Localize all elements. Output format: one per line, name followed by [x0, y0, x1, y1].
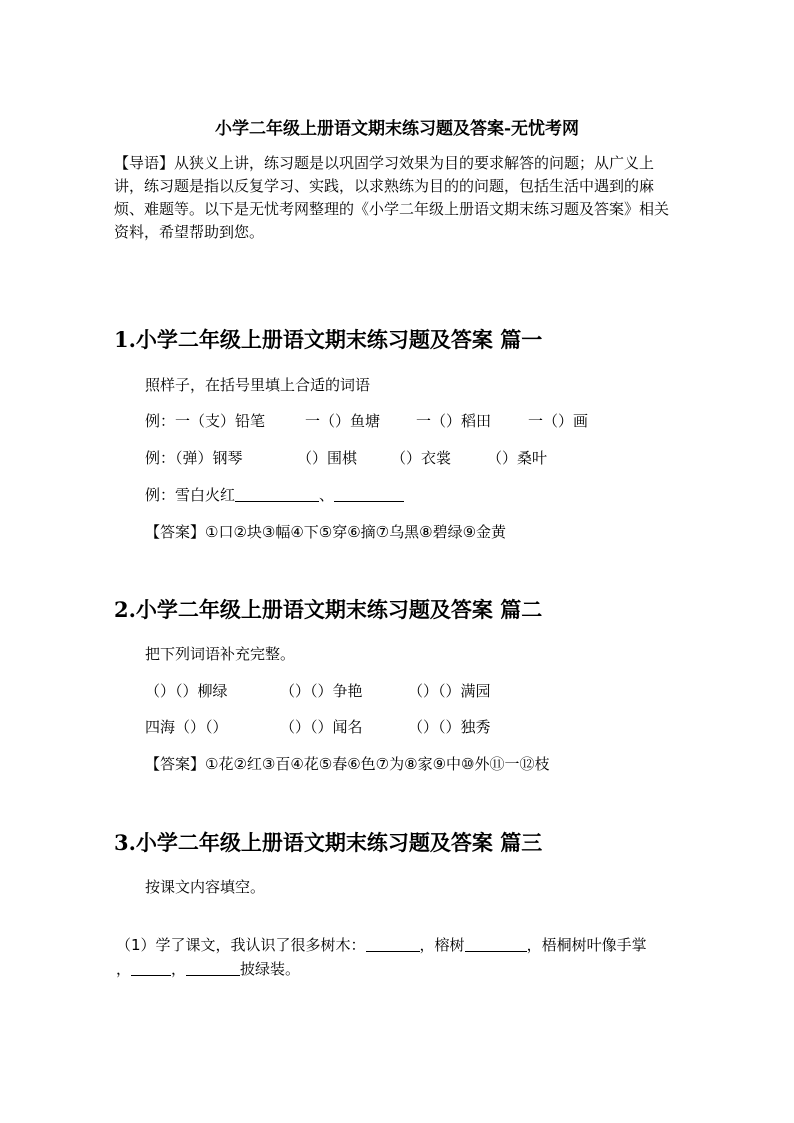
section-1-row2-item: （）桑叶	[487, 449, 548, 467]
row3-prefix: 例：雪白火红	[145, 486, 236, 504]
section-2-row1-item: （）（）柳绿	[145, 682, 228, 700]
q1-text-a: （1）学了课文，我认识了很多树木：	[116, 936, 366, 954]
section-1-row2-item: （）围棋	[297, 449, 358, 467]
fill-blank	[334, 487, 404, 502]
section-2-row2-item: 四海（）（）	[145, 718, 228, 736]
q1-text-e: ，	[171, 960, 187, 978]
q1-text-f: 披绿装。	[240, 960, 301, 978]
q1-text-d: ，	[116, 960, 132, 978]
section-1-answer: 【答案】①口②块③幅④下⑤穿⑥摘⑦乌黑⑧碧绿⑨金黄	[145, 523, 507, 541]
section-2-row1-item: （）（）满园	[408, 682, 491, 700]
document-title: 小学二年级上册语文期末练习题及答案-无忧考网	[214, 119, 580, 139]
section-1-row1-item: 例：一（支）铅笔	[145, 412, 266, 430]
section-2-instruction: 把下列词语补充完整。	[145, 645, 296, 663]
section-1-row3	[145, 484, 404, 505]
section-1-row2-item: （）衣裳	[391, 449, 452, 467]
fill-blank	[366, 937, 420, 952]
row3-separator: 、	[319, 486, 335, 504]
fill-blank	[235, 487, 319, 502]
section-2-row2-item: （）（）独秀	[408, 718, 491, 736]
section-3-instruction: 按课文内容填空。	[145, 878, 266, 896]
fill-blank	[186, 961, 240, 976]
section-1-row2-item: 例：（弹）钢琴	[145, 449, 243, 467]
section-2-heading: 2.小学二年级上册语文期末练习题及答案 篇二	[114, 597, 543, 622]
section-2-row2-item: （）（）闻名	[280, 718, 363, 736]
fill-blank	[465, 937, 527, 952]
section-2-row1-item: （）（）争艳	[280, 682, 363, 700]
section-1-row1-item: 一（）画	[528, 412, 589, 430]
section-1-row1-item: 一（）鱼塘	[305, 412, 381, 430]
section-1-heading: 1.小学二年级上册语文期末练习题及答案 篇一	[114, 327, 543, 352]
section-2-answer: 【答案】①花②红③百④花⑤春⑥色⑦为⑧家⑨中⑩外⑪一⑫枝	[145, 755, 550, 773]
fill-blank	[131, 961, 171, 976]
intro-paragraph: 【导语】从狭义上讲，练习题是以巩固学习效果为目的要求解答的问题；从广义上讲，练习题是指以反复学习、实践，以求熟练为目的的问题，包括生活中遇到的麻烦、难题等。以下是无忧考网整理的《小学二年级上册语文期末练习题及答案》相关资料，希望帮助到您。	[114, 154, 670, 241]
question-1-line1	[116, 934, 647, 955]
section-1-row1-item: 一（）稻田	[416, 412, 492, 430]
section-3-heading: 3.小学二年级上册语文期末练习题及答案 篇三	[114, 830, 543, 855]
section-1-instruction: 照样子，在括号里填上合适的词语	[145, 376, 371, 394]
q1-text-b: ，榕树	[419, 936, 465, 954]
q1-text-c: ，梧桐树叶像手掌	[526, 936, 647, 954]
question-1-line2	[116, 958, 300, 979]
